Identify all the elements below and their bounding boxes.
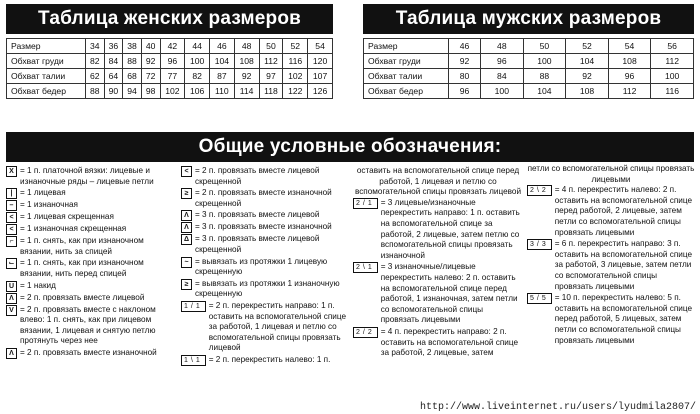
- notation-text: = 3 лицевые/изнаночные перекрестить направо: 1 п. оставить на вспомогательной спице за работой, 2 лицевые, затем петлю со вспомогательной спицы провязать изнаночной: [380, 197, 520, 260]
- notation-text: = 2 п. перекрестить направо: 1 п. оставить на вспомогательной спице за работой, 1 лицевая и петлю со вспомогательной спицы провязать лицевой: [208, 300, 347, 353]
- table-cell: 120: [308, 54, 333, 69]
- table-row: [364, 39, 694, 54]
- notation-entry: [353, 262, 523, 326]
- table-cell: 102: [283, 69, 308, 84]
- table-cell: 42: [160, 39, 185, 54]
- notation-entry: [181, 188, 350, 209]
- stitch-symbol-icon: Δ: [181, 234, 192, 245]
- table-cell: 112: [608, 84, 651, 99]
- table-cell: 54: [608, 39, 651, 54]
- stitch-symbol-icon: 1/1: [181, 301, 206, 312]
- table-cell: 82: [86, 54, 105, 69]
- stitch-symbol-icon: 3/3: [527, 239, 552, 250]
- table-cell: 108: [234, 54, 259, 69]
- table-row: [364, 69, 694, 84]
- table-cell: 110: [210, 84, 235, 99]
- notation-entry: [6, 305, 178, 347]
- row-label: Обхват груди: [364, 54, 449, 69]
- table-cell: 88: [523, 69, 566, 84]
- notation-text: = 3 п. провязать вместе лицевой: [195, 210, 320, 220]
- table-cell: 72: [141, 69, 160, 84]
- notation-text: = вывязать из протяжки 1 лицевую скрещенную: [195, 256, 328, 277]
- row-label: Обхват бедер: [7, 84, 86, 99]
- stitch-symbol-icon: 1\1: [181, 355, 206, 366]
- notation-text: = 6 п. перекрестить направо: 3 п. оставить на вспомогательной спице за работой, 3 лицевые, затем петли со вспомогательной спицы провязать лицевыми: [554, 239, 693, 291]
- stitch-symbol-icon: U: [6, 281, 17, 292]
- table-cell: 64: [104, 69, 123, 84]
- notation-text: = 1 изнаночная: [20, 200, 78, 210]
- notation-text: = 3 изнаночные/лицевые перекрестить налево: 2 п. оставить на вспомогательной спице перед работой, 1 изнаночная, затем петли со вспомогательной спицы провязать лицевыми: [380, 262, 518, 325]
- row-label: Размер: [364, 39, 449, 54]
- table-cell: 48: [481, 39, 524, 54]
- notation-text: = 1 лицевая скрещенная: [20, 212, 114, 222]
- notation-text: = 2 п. провязать вместе лицевой: [20, 292, 145, 302]
- table-cell: 84: [104, 54, 123, 69]
- table-cell: 96: [608, 69, 651, 84]
- notation-text: = 1 п. снять, как при изнаночном вязании, нить перед спицей: [20, 258, 144, 278]
- men-size-table: [363, 38, 694, 99]
- notation-text: = 2 п. перекрестить налево: 1 п.: [208, 354, 331, 364]
- table-row: [7, 39, 333, 54]
- table-cell: 50: [259, 39, 283, 54]
- row-label: Обхват талии: [7, 69, 86, 84]
- table-cell: 50: [523, 39, 566, 54]
- table-cell: 54: [308, 39, 333, 54]
- stitch-symbol-icon: <: [181, 166, 192, 177]
- table-cell: 92: [234, 69, 259, 84]
- table-cell: 84: [481, 69, 524, 84]
- stitch-symbol-icon: Λ: [181, 210, 192, 221]
- table-cell: 38: [123, 39, 142, 54]
- table-cell: 92: [449, 54, 481, 69]
- table-cell: 92: [566, 69, 609, 84]
- stitch-symbol-icon: Λ: [181, 222, 192, 233]
- notation-column-1: [6, 166, 178, 360]
- stitch-symbol-icon: Λ: [6, 293, 17, 304]
- notation-continuation: оставить на вспомогательной спице перед работой, 1 лицевая и петлю со вспомогательной спицы провязать лицевой: [354, 166, 522, 197]
- table-cell: 102: [160, 84, 185, 99]
- stitch-symbol-icon: –: [6, 200, 17, 211]
- notation-entry: [6, 200, 178, 211]
- table-cell: 52: [283, 39, 308, 54]
- notation-entry: [527, 293, 695, 346]
- table-cell: 118: [259, 84, 283, 99]
- notation-continuation: петли со вспомогательной спицы провязать лицевыми: [527, 164, 695, 184]
- table-cell: 96: [160, 54, 185, 69]
- table-cell: 96: [449, 84, 481, 99]
- men-table-title: Таблица мужских размеров: [363, 4, 694, 34]
- table-cell: 104: [523, 84, 566, 99]
- notation-text: = 2 п. провязать вместе лицевой скрещенной: [195, 166, 320, 186]
- table-cell: 52: [566, 39, 609, 54]
- table-cell: 106: [185, 84, 210, 99]
- notation-entry: [181, 257, 350, 278]
- table-cell: 82: [185, 69, 210, 84]
- table-cell: 100: [185, 54, 210, 69]
- stitch-symbol-icon: 2/2: [353, 327, 378, 338]
- table-cell: 100: [523, 54, 566, 69]
- table-cell: 104: [566, 54, 609, 69]
- notation-entry: [181, 234, 350, 255]
- table-cell: 112: [651, 54, 694, 69]
- notation-text: = 10 п. перекрестить налево: 5 п. оставить на вспомогательной спице перед работой, 5 лицевых, затем петли со вспомогательной спицы провязать лицевыми: [554, 293, 693, 345]
- source-url[interactable]: http://www.liveinternet.ru/users/lyudmila2807/: [416, 402, 696, 413]
- stitch-symbol-icon: <: [6, 212, 17, 223]
- row-label: Обхват бедер: [364, 84, 449, 99]
- table-cell: 56: [651, 39, 694, 54]
- notation-text: = 3 п. провязать вместе изнаночной: [195, 222, 332, 232]
- table-cell: 126: [308, 84, 333, 99]
- table-cell: 100: [481, 84, 524, 99]
- table-cell: 88: [86, 84, 105, 99]
- table-cell: 100: [651, 69, 694, 84]
- stitch-symbol-icon: 2/1: [353, 198, 378, 209]
- stitch-symbol-icon: ~: [181, 257, 192, 268]
- notation-entry: [6, 258, 178, 279]
- women-table-title: Таблица женских размеров: [6, 4, 333, 34]
- table-cell: 108: [566, 84, 609, 99]
- stitch-symbol-icon: X: [6, 166, 17, 177]
- stitch-symbol-icon: Λ: [6, 348, 17, 359]
- notation-title: Общие условные обозначения:: [6, 132, 694, 162]
- table-row: [364, 54, 694, 69]
- table-row: [7, 54, 333, 69]
- notation-column-4: [527, 164, 695, 347]
- notation-entry: [6, 281, 178, 292]
- row-label: Обхват груди: [7, 54, 86, 69]
- table-cell: 77: [160, 69, 185, 84]
- row-label: Обхват талии: [364, 69, 449, 84]
- notation-text: = вывязать из протяжки 1 изнаночную скрещенную: [195, 278, 340, 299]
- table-cell: 96: [481, 54, 524, 69]
- notation-text: = 4 п. перекрестить направо: 2 п. оставить на вспомогательной спице за работой, 2 лицевые, затем: [380, 326, 519, 358]
- table-cell: 62: [86, 69, 105, 84]
- notation-column-3: [353, 166, 523, 360]
- table-cell: 68: [123, 69, 142, 84]
- table-cell: 80: [449, 69, 481, 84]
- notation-entry: [6, 224, 178, 235]
- table-cell: 34: [86, 39, 105, 54]
- notation-entry: [6, 166, 178, 187]
- stitch-symbol-icon: 2\1: [353, 262, 378, 273]
- table-row: [7, 69, 333, 84]
- notation-text: = 2 п. провязать вместе изнаночной: [20, 347, 157, 357]
- table-cell: 46: [210, 39, 235, 54]
- notation-entry: [527, 239, 695, 292]
- table-cell: 104: [210, 54, 235, 69]
- table-cell: 48: [234, 39, 259, 54]
- table-row: [7, 84, 333, 99]
- notation-entry: [6, 236, 178, 257]
- table-cell: 87: [210, 69, 235, 84]
- table-cell: 97: [259, 69, 283, 84]
- stitch-symbol-icon: 2\2: [527, 185, 552, 196]
- stitch-symbol-icon: ≥: [181, 279, 192, 290]
- stitch-symbol-icon: V: [6, 305, 17, 316]
- stitch-symbol-icon: |: [6, 188, 17, 199]
- women-size-table: [6, 38, 333, 99]
- notation-entry: [181, 222, 350, 233]
- table-cell: 114: [234, 84, 259, 99]
- table-cell: 92: [141, 54, 160, 69]
- notation-entry: [353, 327, 523, 359]
- notation-text: = 1 накид: [20, 280, 56, 290]
- table-cell: 90: [104, 84, 123, 99]
- notation-column-2: [181, 166, 350, 367]
- notation-entry: [181, 166, 350, 187]
- table-cell: 122: [283, 84, 308, 99]
- table-cell: 46: [449, 39, 481, 54]
- notation-entry: [527, 185, 695, 238]
- stitch-symbol-icon: ⌐: [6, 236, 17, 247]
- table-cell: 116: [283, 54, 308, 69]
- notation-entry: [6, 293, 178, 304]
- notation-text: = 1 лицевая: [20, 188, 66, 198]
- table-cell: 112: [259, 54, 283, 69]
- table-cell: 98: [141, 84, 160, 99]
- stitch-symbol-icon: ≥: [181, 188, 192, 199]
- table-cell: 108: [608, 54, 651, 69]
- table-cell: 116: [651, 84, 694, 99]
- stitch-symbol-icon: 5/5: [527, 293, 552, 304]
- table-cell: 88: [123, 54, 142, 69]
- notation-text: = 2 п. провязать вместе изнаночной скрещенной: [195, 188, 332, 208]
- notation-text: = 3 п. провязать вместе лицевой скрещенной: [195, 234, 320, 254]
- notation-entry: [181, 210, 350, 221]
- table-row: [364, 84, 694, 99]
- notation-entry: [6, 348, 178, 359]
- notation-text: = 4 п. перекрестить налево: 2 п. оставить на вспомогательной спице перед работой, 2 лицевые, затем петли со вспомогательной спицы провязать лицевыми: [554, 185, 693, 237]
- stitch-symbol-icon: <: [6, 224, 17, 235]
- notation-text: = 1 п. снять, как при изнаночном вязании, нить за спицей: [20, 236, 144, 256]
- table-cell: 40: [141, 39, 160, 54]
- table-cell: 36: [104, 39, 123, 54]
- notation-entry: [181, 301, 350, 354]
- row-label: Размер: [7, 39, 86, 54]
- notation-entry: [181, 355, 350, 366]
- table-cell: 107: [308, 69, 333, 84]
- notation-text: = 2 п. провязать вместе с наклоном влево: 1 п. снять, как при лицевом вязании, 1 лицевая и снятую петлю протянуть через нее: [20, 304, 156, 346]
- notation-entry: [6, 212, 178, 223]
- notation-text: = 1 изнаночная скрещенная: [20, 224, 127, 234]
- notation-entry: [353, 198, 523, 262]
- table-cell: 44: [185, 39, 210, 54]
- notation-entry: [181, 279, 350, 300]
- notation-text: = 1 п. платочной вязки: лицевые и изнаночные ряды – лицевые петли: [20, 166, 154, 186]
- notation-entry: [6, 188, 178, 199]
- table-cell: 94: [123, 84, 142, 99]
- stitch-symbol-icon: ⌙: [6, 258, 17, 269]
